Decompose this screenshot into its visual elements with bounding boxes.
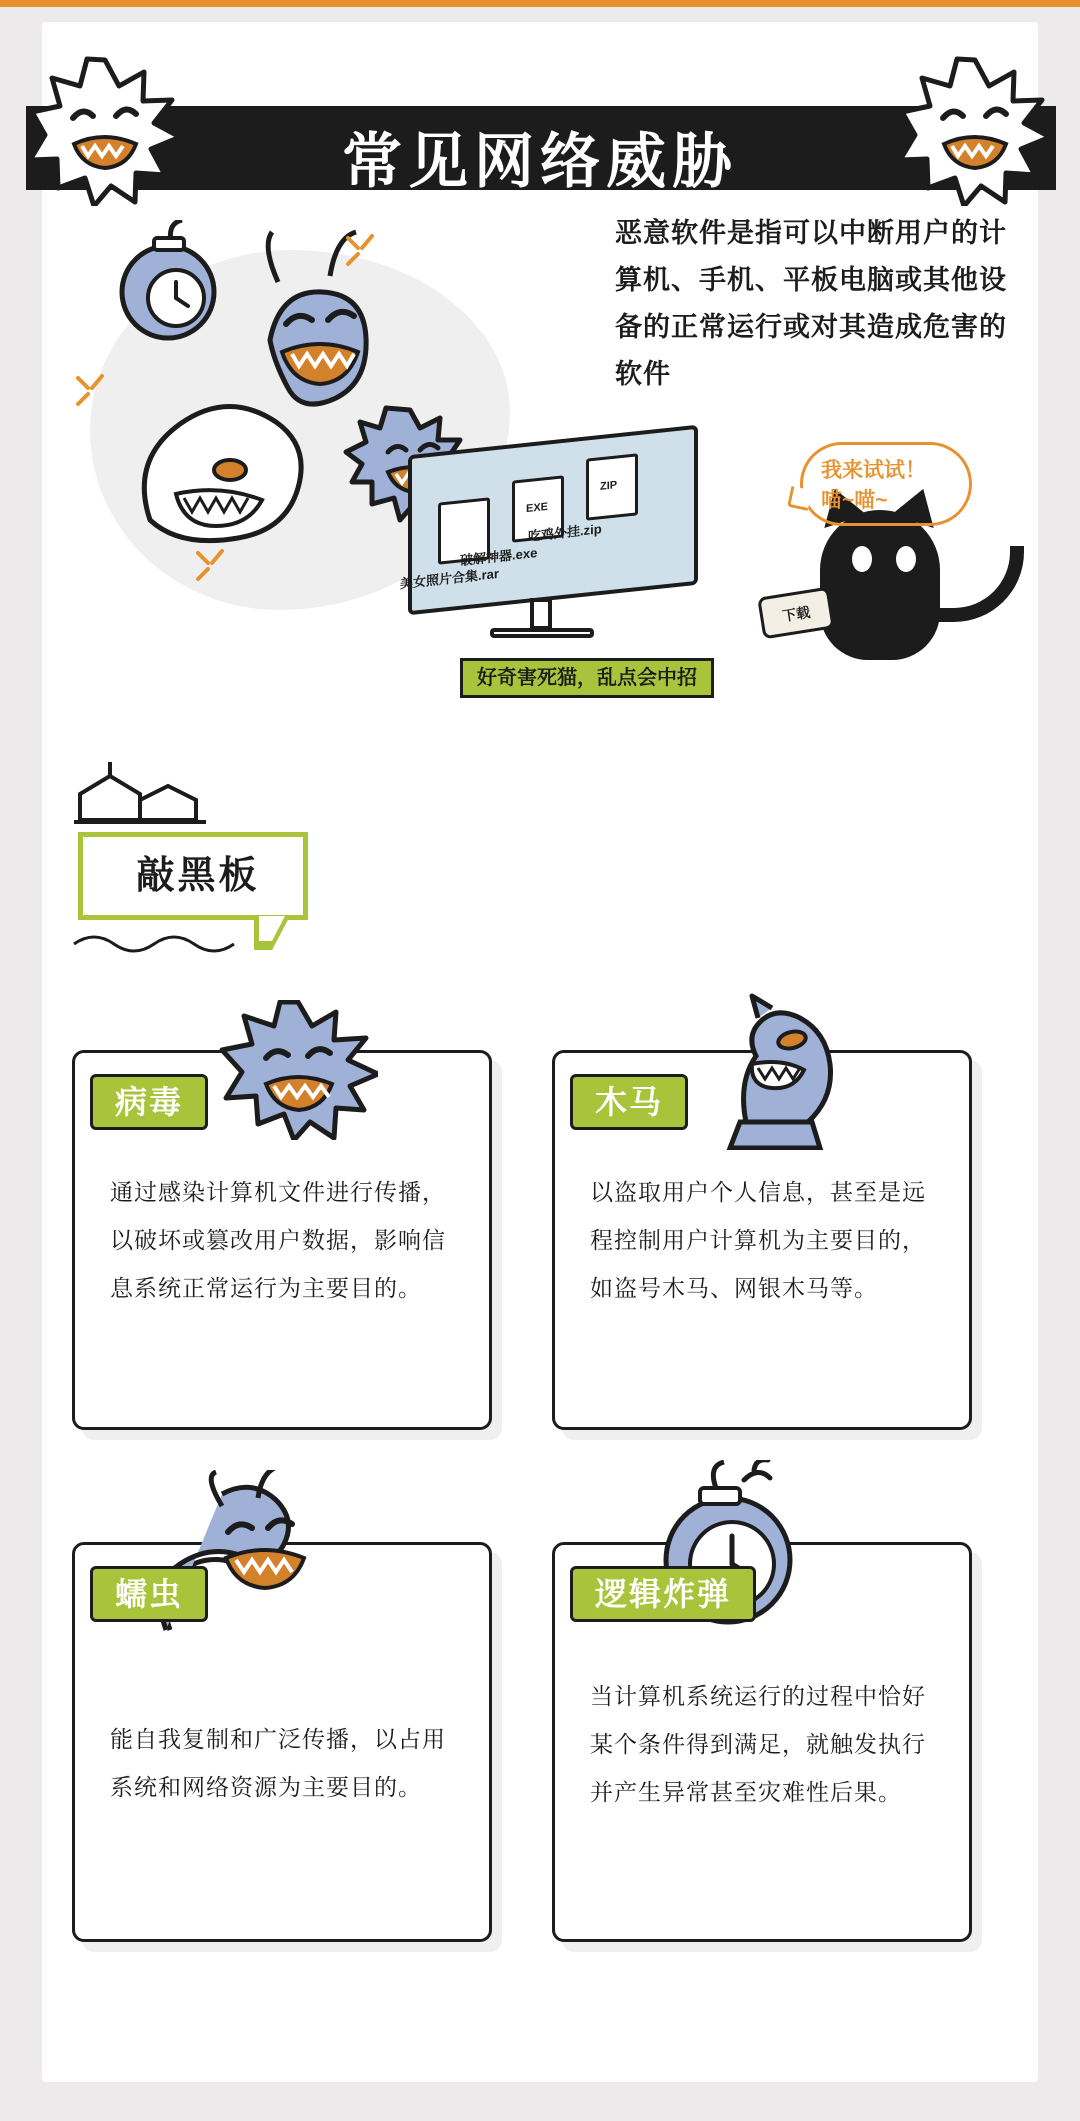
monitor-base <box>490 628 594 638</box>
threat-tag-logic-bomb: 逻辑炸弹 <box>570 1566 756 1622</box>
file-type-exe: EXE <box>526 500 549 516</box>
squiggle-divider <box>72 930 262 954</box>
virus-spike-icon <box>30 56 180 206</box>
poster-header <box>0 28 1080 198</box>
threat-body-trojan: 以盗取用户个人信息，甚至是远程控制用户计算机为主要目的，如盗号木马、网银木马等。 <box>590 1179 926 1301</box>
threat-body-virus: 通过感染计算机文件进行传播，以破坏或篡改用户数据，影响信息系统正常运行为主要目的。 <box>110 1179 446 1301</box>
file-label-rar: 美女照片合集.rar <box>400 565 499 592</box>
intro-paragraph: 恶意软件是指可以中断用户的计算机、手机、平板电脑或其他设备的正常运行或对其造成危害的软件 <box>615 218 1007 389</box>
hero-illustration <box>60 210 1020 690</box>
cat-speech-bubble <box>800 442 972 526</box>
cat-tail <box>928 546 1024 622</box>
threat-body-worm: 能自我复制和广泛传播，以占用系统和网络资源为主要目的。 <box>110 1726 446 1800</box>
trojan-horse-icon <box>700 990 850 1150</box>
callout-label: 敲黑板 <box>136 855 260 897</box>
cat-silhouette <box>820 510 940 660</box>
virus-spike-icon <box>218 1000 378 1140</box>
download-button[interactable]: 下载 <box>757 587 835 640</box>
threat-tag-virus: 病毒 <box>90 1074 208 1130</box>
virus-spike-icon <box>900 56 1050 206</box>
threat-body-logic-bomb: 当计算机系统运行的过程中恰好某个条件得到满足，就触发执行并产生异常甚至灾难性后果。 <box>590 1683 926 1805</box>
monitor-stand <box>530 598 552 630</box>
cat-bubble-line-1: 我来试试！ <box>821 459 926 482</box>
file-label-exe: 破解神器.exe <box>460 544 538 569</box>
sparkle-icon <box>340 230 380 270</box>
file-type-zip: ZIP <box>600 479 618 493</box>
tip-banner: 好奇害死猫，乱点会中招 <box>460 658 714 698</box>
threat-tag-worm: 蠕虫 <box>90 1566 208 1622</box>
top-orange-rule <box>0 0 1080 7</box>
cat-bubble-line-2: 喵~喵~ <box>821 489 888 512</box>
page-title: 常见网络威胁 <box>342 127 738 197</box>
file-label-zip: 吃鸡外挂.zip <box>528 521 602 544</box>
village-roof-icon <box>70 760 210 832</box>
sparkle-icon <box>190 545 230 585</box>
callout-box <box>78 832 308 920</box>
sparkle-icon <box>70 370 110 410</box>
threat-tag-trojan: 木马 <box>570 1074 688 1130</box>
cat-eye <box>896 546 916 572</box>
cat-eye <box>852 546 872 572</box>
